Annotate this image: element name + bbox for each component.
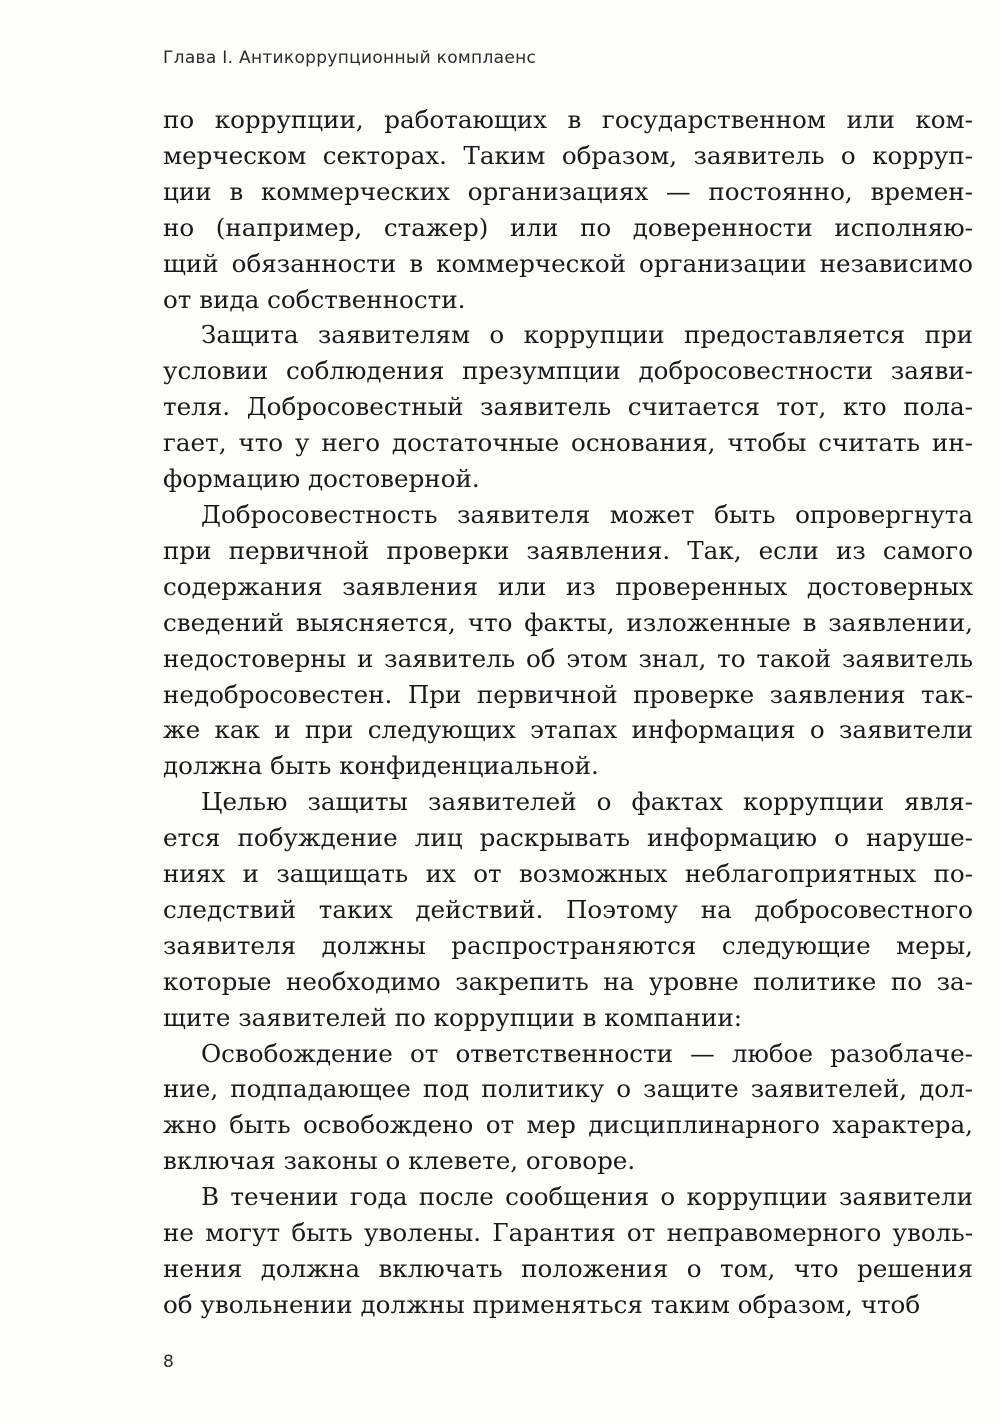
text-line: ции в коммерческих организациях — постоянно, времен- (163, 176, 973, 206)
paragraph-p2 (163, 317, 973, 497)
text-line: содержания заявления или из проверенных достоверных (163, 571, 973, 601)
text-line: теля. Добросовестный заявитель считается тот, кто пола- (163, 392, 973, 422)
text-line: Добросовестность заявителя может быть опровергнута (201, 499, 973, 529)
text-line: по коррупции, работающих в государственном или ком- (163, 105, 973, 134)
text-line: Целью защиты заявителей о фактах коррупции явля- (201, 787, 973, 817)
paragraph-p6 (163, 1179, 973, 1323)
text-line: условии соблюдения презумпции добросовестности заяви- (163, 356, 973, 386)
text-line: мерческом секторах. Таким образом, заявитель о корруп- (163, 140, 973, 170)
text-line: включая законы о клевете, оговоре. (163, 1146, 636, 1176)
paragraph-p3 (163, 497, 973, 784)
text-line: ниях и защищать их от возможных неблагоприятных по- (163, 859, 973, 889)
text-line: которые необходимо закрепить на уровне политике по за- (163, 966, 973, 996)
text-line: заявителя должны распространяются следующие меры, (163, 930, 973, 960)
text-line: недостоверны и заявитель об этом знал, то такой заявитель (163, 643, 973, 673)
text-line: ется побуждение лиц раскрывать информацию о наруше- (163, 823, 973, 853)
paragraph-p4 (163, 784, 973, 1035)
text-line: В течении года после сообщения о коррупции заявители (201, 1182, 973, 1212)
text-line: Освобождение от ответственности — любое разоблаче- (201, 1038, 973, 1068)
body-text (163, 102, 973, 1323)
text-line: сведений выясняется, что факты, изложенные в заявлении, (163, 607, 973, 637)
text-line: ние, подпадающее под политику о защите заявителей, дол- (163, 1074, 973, 1104)
text-line: не могут быть уволены. Гарантия от неправомерного уволь- (163, 1218, 973, 1248)
text-line: же как и при следующих этапах информация о заявители (163, 715, 973, 745)
paragraph-p5 (163, 1036, 973, 1180)
text-line: жно быть освобождено от мер дисциплинарного характера, (163, 1110, 973, 1140)
running-head: Глава I. Антикоррупционный комплаенс (163, 48, 537, 68)
text-line: щите заявителей по коррупции в компании: (163, 1002, 743, 1032)
page-number: 8 (163, 1352, 174, 1372)
text-line: щий обязанности в коммерческой организации независимо (163, 248, 973, 278)
text-line: от вида собственности. (163, 284, 466, 314)
text-line: нения должна включать положения о том, что решения (163, 1254, 973, 1283)
text-line: должна быть конфиденциальной. (163, 751, 599, 781)
text-line: Защита заявителям о коррупции предоставляется при (201, 320, 973, 350)
text-line: недобросовестен. При первичной проверке заявления так- (163, 679, 973, 709)
text-line: но (например, стажер) или по доверенности исполняю- (163, 212, 973, 242)
text-line: формацию достоверной. (163, 464, 480, 494)
text-line: следствий таких действий. Поэтому на добросовестного (163, 894, 973, 924)
text-line: при первичной проверки заявления. Так, если из самого (163, 535, 973, 565)
text-line: об увольнении должны применяться таким образом, чтоб (163, 1289, 921, 1319)
paragraph-p1 (163, 102, 973, 317)
text-line: гает, что у него достаточные основания, чтобы считать ин- (163, 428, 973, 458)
